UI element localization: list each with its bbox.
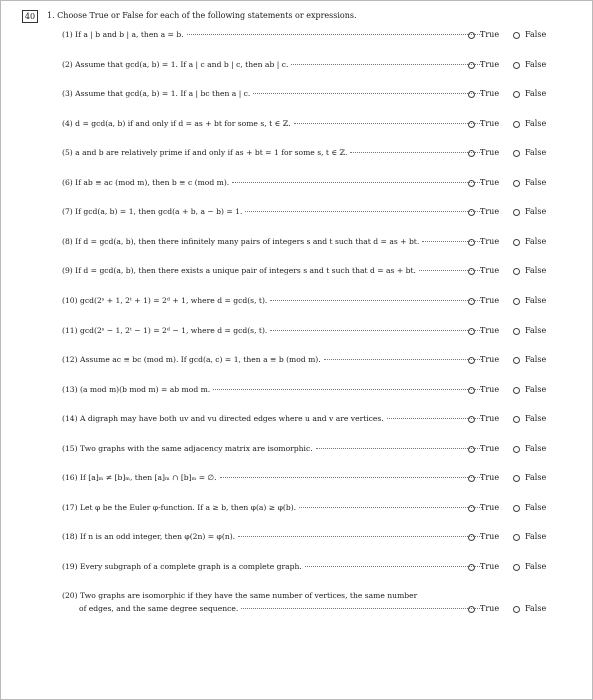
radio-circle-icon[interactable] <box>468 268 475 275</box>
question-text-continued: of edges, and the same degree sequence. <box>79 604 239 613</box>
radio-circle-icon[interactable] <box>513 62 520 69</box>
radio-circle-icon[interactable] <box>468 32 475 39</box>
option-label: False <box>525 562 547 571</box>
radio-circle-icon[interactable] <box>468 180 475 187</box>
question-14 <box>62 414 482 424</box>
leader-dots <box>253 93 482 94</box>
question-text: (20) Two graphs are isomorphic if they have the same number of vertices, the same number <box>62 591 418 600</box>
option-label: True <box>480 326 500 335</box>
option-label: True <box>480 30 500 39</box>
option-true-16[interactable] <box>468 473 499 483</box>
radio-circle-icon[interactable] <box>468 564 475 571</box>
radio-circle-icon[interactable] <box>513 475 520 482</box>
leader-dots <box>299 507 482 508</box>
score-box: 40 <box>22 10 38 23</box>
option-label: False <box>525 604 547 613</box>
option-label: True <box>480 266 500 275</box>
option-label: True <box>480 604 500 613</box>
radio-circle-icon[interactable] <box>468 209 475 216</box>
option-label: False <box>525 207 547 216</box>
option-true-6[interactable] <box>468 178 499 188</box>
leader-dots <box>294 123 482 124</box>
question-20 <box>62 591 482 614</box>
radio-circle-icon[interactable] <box>468 475 475 482</box>
radio-circle-icon[interactable] <box>513 564 520 571</box>
option-false-8[interactable] <box>513 237 546 247</box>
option-label: True <box>480 60 500 69</box>
radio-circle-icon[interactable] <box>513 606 520 613</box>
question-5 <box>62 148 482 158</box>
option-true-9[interactable] <box>468 266 499 276</box>
option-false-13[interactable] <box>513 385 546 395</box>
radio-circle-icon[interactable] <box>468 606 475 613</box>
radio-circle-icon[interactable] <box>513 328 520 335</box>
option-false-7[interactable] <box>513 207 546 217</box>
problem-header: 1. Choose True or False for each of the following statements or expressions. <box>47 11 357 20</box>
option-label: False <box>525 326 547 335</box>
radio-circle-icon[interactable] <box>468 416 475 423</box>
option-true-5[interactable] <box>468 148 499 158</box>
option-true-1[interactable] <box>468 30 499 40</box>
option-label: True <box>480 355 500 364</box>
question-16 <box>62 473 482 483</box>
radio-circle-icon[interactable] <box>513 387 520 394</box>
option-true-18[interactable] <box>468 532 499 542</box>
radio-circle-icon[interactable] <box>513 91 520 98</box>
question-text: (6) If ab ≡ ac (mod m), then b ≡ c (mod m). <box>62 178 230 187</box>
question-text: (7) If gcd(a, b) = 1, then gcd(a + b, a − b) = 1. <box>62 207 243 216</box>
question-17 <box>62 503 482 513</box>
option-label: True <box>480 178 500 187</box>
option-label: True <box>480 562 500 571</box>
option-label: False <box>525 355 547 364</box>
option-true-15[interactable] <box>468 444 499 454</box>
question-text: (17) Let φ be the Euler φ-function. If a ≥ b, then φ(a) ≥ φ(b). <box>62 503 297 512</box>
question-text: (8) If d = gcd(a, b), then there infinitely many pairs of integers s and t such that d = as + bt. <box>62 237 420 246</box>
option-label: False <box>525 385 547 394</box>
option-label: True <box>480 119 500 128</box>
question-11 <box>62 326 482 336</box>
radio-circle-icon[interactable] <box>513 150 520 157</box>
question-8 <box>62 237 482 247</box>
question-12 <box>62 355 482 365</box>
radio-circle-icon[interactable] <box>513 268 520 275</box>
question-text: (19) Every subgraph of a complete graph is a complete graph. <box>62 562 302 571</box>
option-label: False <box>525 60 547 69</box>
option-true-7[interactable] <box>468 207 499 217</box>
question-text: (1) If a | b and b | a, then a = b. <box>62 30 184 39</box>
question-text: (9) If d = gcd(a, b), then there exists a unique pair of integers s and t such that d = as + bt. <box>62 266 416 275</box>
option-label: False <box>525 532 547 541</box>
option-label: False <box>525 266 547 275</box>
option-false-19[interactable] <box>513 562 546 572</box>
radio-circle-icon[interactable] <box>468 298 475 305</box>
option-false-16[interactable] <box>513 473 546 483</box>
question-text: (12) Assume ac ≡ bc (mod m). If gcd(a, c) = 1, then a ≡ b (mod m). <box>62 355 321 364</box>
option-false-3[interactable] <box>513 89 546 99</box>
radio-circle-icon[interactable] <box>468 239 475 246</box>
radio-circle-icon[interactable] <box>513 298 520 305</box>
leader-dots <box>241 608 482 609</box>
question-text: (11) gcd(2ˢ − 1, 2ᵗ − 1) = 2ᵈ − 1, where d = gcd(s, t). <box>62 326 268 335</box>
option-true-20[interactable] <box>468 604 499 614</box>
option-label: True <box>480 237 500 246</box>
question-7 <box>62 207 482 217</box>
question-text: (14) A digraph may have both uv and vu directed edges where u and v are vertices. <box>62 414 384 423</box>
leader-dots <box>350 152 482 153</box>
option-label: False <box>525 30 547 39</box>
question-19 <box>62 562 482 572</box>
radio-circle-icon[interactable] <box>468 446 475 453</box>
leader-dots <box>232 182 482 183</box>
radio-circle-icon[interactable] <box>468 387 475 394</box>
leader-dots <box>213 389 482 390</box>
question-6 <box>62 178 482 188</box>
radio-circle-icon[interactable] <box>513 416 520 423</box>
option-label: True <box>480 385 500 394</box>
option-false-5[interactable] <box>513 148 546 158</box>
option-label: False <box>525 296 547 305</box>
question-9 <box>62 266 482 276</box>
question-text: (10) gcd(2ˢ + 1, 2ᵗ + 1) = 2ᵈ + 1, where d = gcd(s, t). <box>62 296 268 305</box>
leader-dots <box>245 211 482 212</box>
question-1 <box>62 30 482 40</box>
option-false-14[interactable] <box>513 414 546 424</box>
leader-dots <box>291 64 482 65</box>
radio-circle-icon[interactable] <box>513 534 520 541</box>
radio-circle-icon[interactable] <box>513 121 520 128</box>
radio-circle-icon[interactable] <box>468 62 475 69</box>
option-label: False <box>525 119 547 128</box>
radio-circle-icon[interactable] <box>468 121 475 128</box>
question-text: (5) a and b are relatively prime if and only if as + bt = 1 for some s, t ∈ ℤ. <box>62 148 348 157</box>
option-true-2[interactable] <box>468 60 499 70</box>
radio-circle-icon[interactable] <box>468 534 475 541</box>
option-label: False <box>525 178 547 187</box>
radio-circle-icon[interactable] <box>513 180 520 187</box>
option-label: True <box>480 207 500 216</box>
radio-circle-icon[interactable] <box>513 239 520 246</box>
leader-dots <box>316 448 482 449</box>
option-label: False <box>525 237 547 246</box>
question-4 <box>62 119 482 129</box>
option-false-11[interactable] <box>513 326 546 336</box>
radio-circle-icon[interactable] <box>513 505 520 512</box>
question-2 <box>62 60 482 70</box>
question-text: (15) Two graphs with the same adjacency matrix are isomorphic. <box>62 444 313 453</box>
option-false-6[interactable] <box>513 178 546 188</box>
question-text: (3) Assume that gcd(a, b) = 1. If a | bc then a | c. <box>62 89 251 98</box>
leader-dots <box>324 359 482 360</box>
option-true-3[interactable] <box>468 89 499 99</box>
option-false-18[interactable] <box>513 532 546 542</box>
option-label: False <box>525 473 547 482</box>
option-false-12[interactable] <box>513 355 546 365</box>
option-label: True <box>480 532 500 541</box>
option-true-10[interactable] <box>468 296 499 306</box>
leader-dots <box>270 330 482 331</box>
radio-circle-icon[interactable] <box>468 505 475 512</box>
option-true-11[interactable] <box>468 326 499 336</box>
option-label: False <box>525 89 547 98</box>
radio-circle-icon[interactable] <box>513 446 520 453</box>
option-false-15[interactable] <box>513 444 546 454</box>
question-13 <box>62 385 482 395</box>
option-false-9[interactable] <box>513 266 546 276</box>
option-label: False <box>525 414 547 423</box>
option-false-2[interactable] <box>513 60 546 70</box>
option-true-14[interactable] <box>468 414 499 424</box>
option-false-1[interactable] <box>513 30 546 40</box>
option-true-17[interactable] <box>468 503 499 513</box>
question-text: (18) If n is an odd integer, then φ(2n) = φ(n). <box>62 532 236 541</box>
radio-circle-icon[interactable] <box>513 32 520 39</box>
option-label: False <box>525 503 547 512</box>
option-label: True <box>480 148 500 157</box>
question-18 <box>62 532 482 542</box>
leader-dots <box>187 34 482 35</box>
question-15 <box>62 444 482 454</box>
radio-circle-icon[interactable] <box>468 150 475 157</box>
question-text: (13) (a mod m)(b mod m) = ab mod m. <box>62 385 211 394</box>
option-label: True <box>480 414 500 423</box>
option-label: True <box>480 89 500 98</box>
question-text: (16) If [a]ₘ ≠ [b]ₘ, then [a]ₘ ∩ [b]ₘ = ∅. <box>62 473 217 482</box>
question-3 <box>62 89 482 99</box>
radio-circle-icon[interactable] <box>513 209 520 216</box>
leader-dots <box>220 477 482 478</box>
option-label: True <box>480 473 500 482</box>
option-true-8[interactable] <box>468 237 499 247</box>
option-label: True <box>480 296 500 305</box>
option-true-13[interactable] <box>468 385 499 395</box>
option-false-17[interactable] <box>513 503 546 513</box>
option-label: True <box>480 503 500 512</box>
option-true-12[interactable] <box>468 355 499 365</box>
leader-dots <box>305 566 482 567</box>
option-label: False <box>525 148 547 157</box>
radio-circle-icon[interactable] <box>513 357 520 364</box>
question-text: (4) d = gcd(a, b) if and only if d = as + bt for some s, t ∈ ℤ. <box>62 119 291 128</box>
option-label: True <box>480 444 500 453</box>
radio-circle-icon[interactable] <box>468 357 475 364</box>
leader-dots <box>270 300 482 301</box>
radio-circle-icon[interactable] <box>468 91 475 98</box>
option-false-20[interactable] <box>513 604 546 614</box>
question-text: (2) Assume that gcd(a, b) = 1. If a | c and b | c, then ab | c. <box>62 60 289 69</box>
question-10 <box>62 296 482 306</box>
option-false-10[interactable] <box>513 296 546 306</box>
option-label: False <box>525 444 547 453</box>
option-true-19[interactable] <box>468 562 499 572</box>
leader-dots <box>238 536 482 537</box>
option-true-4[interactable] <box>468 119 499 129</box>
radio-circle-icon[interactable] <box>468 328 475 335</box>
option-false-4[interactable] <box>513 119 546 129</box>
